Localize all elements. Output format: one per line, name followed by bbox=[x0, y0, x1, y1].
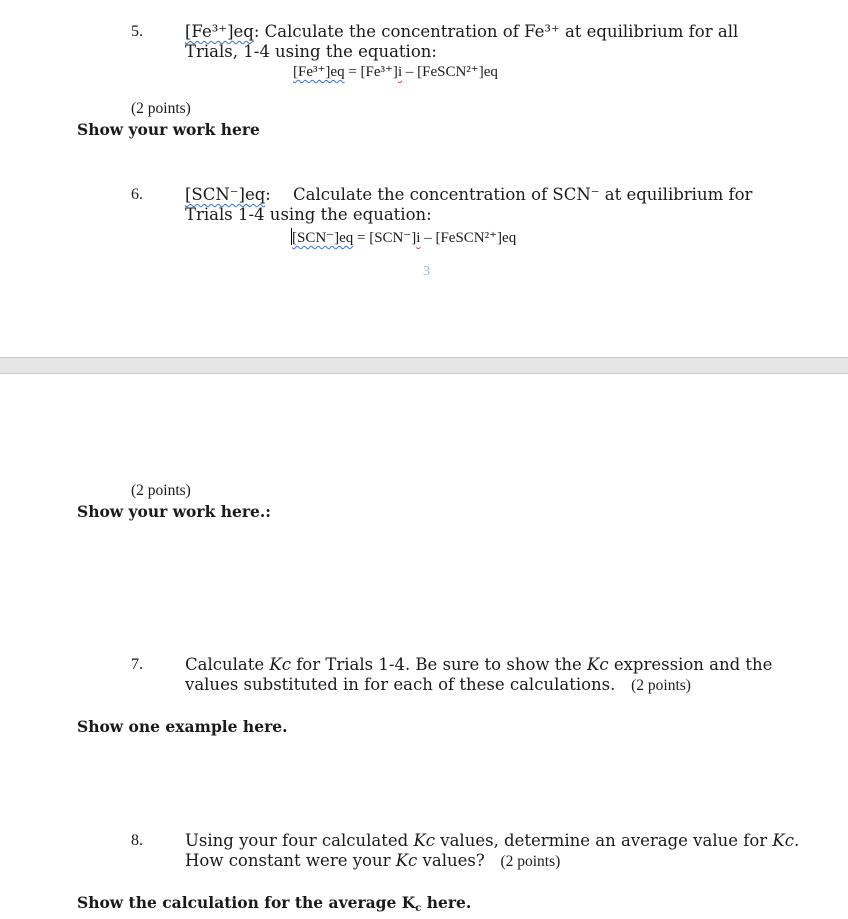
q7-points: (2 points) bbox=[631, 677, 691, 694]
q8-text-b: values, determine an average value for bbox=[435, 831, 773, 850]
document-page-3 bbox=[0, 0, 848, 357]
q5-number: 5. bbox=[131, 23, 143, 40]
q5-eq-mid: = [Fe³⁺] bbox=[344, 64, 398, 80]
q5-lead: [Fe³⁺]eq bbox=[185, 22, 254, 41]
q8-work-a: Show the calculation for the average K bbox=[77, 893, 416, 912]
q8-kc-2: Kc bbox=[395, 851, 418, 870]
q5-question bbox=[185, 22, 785, 62]
q7-text-c: expression and the values substituted in for each of these calculations. bbox=[185, 655, 773, 694]
q5-text: : Calculate the concentration of Fe³⁺ at equilibrium for all Trials, 1-4 using the equation: bbox=[185, 22, 739, 61]
q8-text-a: Using your four calculated bbox=[185, 831, 414, 850]
q7-question bbox=[185, 655, 775, 696]
q7-kc-2: Kc bbox=[587, 655, 609, 674]
q7-text-a: Calculate bbox=[185, 655, 270, 674]
q6-eq-i: i bbox=[416, 230, 421, 246]
q8-show-work bbox=[77, 893, 471, 912]
q6-number: 6. bbox=[131, 186, 143, 203]
q8-text-d: values? bbox=[417, 851, 485, 870]
q8-points: (2 points) bbox=[500, 853, 561, 870]
q6-equation bbox=[291, 228, 516, 247]
q7-show-work: Show one example here. bbox=[77, 717, 288, 736]
q5-eq-rest: – [FeSCN²⁺]eq bbox=[402, 64, 498, 80]
q5-show-work: Show your work here bbox=[77, 120, 260, 139]
q6-eq-left: [SCN⁻]eq bbox=[292, 230, 354, 246]
q5-eq-i: i bbox=[397, 64, 403, 80]
q7-kc: Kc bbox=[269, 655, 291, 674]
q6-lead: [SCN⁻]eq bbox=[185, 185, 266, 204]
q8-kc-dot: Kc. bbox=[772, 831, 800, 850]
q6-eq-rest: – [FeSCN²⁺]eq bbox=[420, 230, 517, 246]
page-number: 3 bbox=[423, 264, 430, 279]
q8-text-c: How constant were your bbox=[185, 851, 396, 870]
q8-question bbox=[185, 831, 805, 872]
q8-kc: Kc bbox=[413, 831, 436, 850]
q5-equation bbox=[293, 62, 498, 81]
q5-points: (2 points) bbox=[131, 100, 191, 117]
document-page-4 bbox=[0, 374, 848, 919]
q6-lead-colon: : bbox=[265, 185, 271, 204]
q7-number: 7. bbox=[131, 656, 143, 673]
q8-work-b: here. bbox=[421, 893, 472, 912]
q8-number: 8. bbox=[131, 832, 143, 849]
page-break-gap bbox=[0, 357, 848, 374]
q6-points: (2 points) bbox=[131, 482, 191, 499]
q6-show-work: Show your work here.: bbox=[77, 502, 271, 521]
q6-question: Calculate the concentration of SCN⁻ at equilibrium for Trials 1-4 using the equation: bbox=[185, 185, 753, 224]
q6-eq-mid: = [SCN⁻] bbox=[353, 230, 417, 246]
q8-work-sub: c bbox=[415, 903, 422, 914]
q7-text-b: for Trials 1-4. Be sure to show the bbox=[290, 655, 588, 674]
q5-eq-left: [Fe³⁺]eq bbox=[293, 64, 345, 80]
